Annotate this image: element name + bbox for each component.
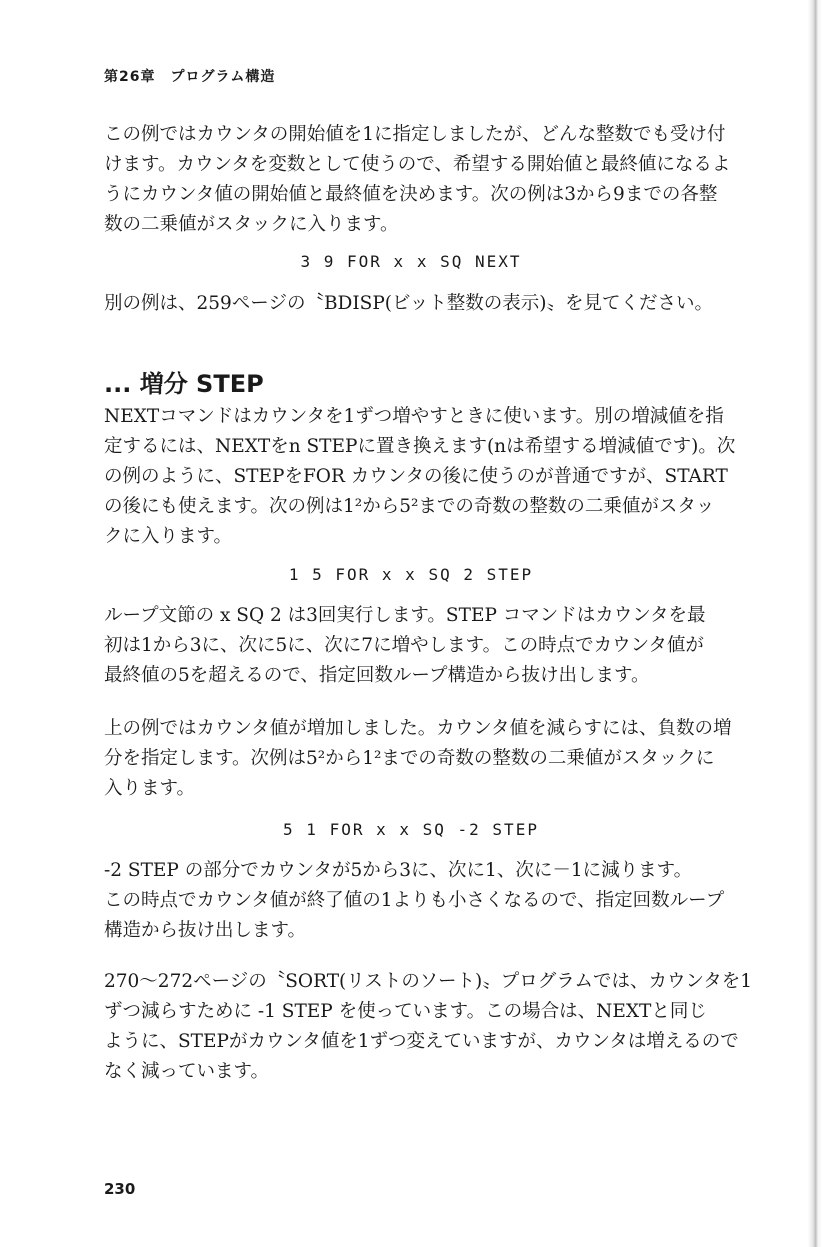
text-line: 構造から抜け出します。 [104,920,307,941]
text-line: -2 STEP の部分でカウンタが5から3に、次に1、次に－1に減ります。 [104,860,693,881]
text-line: 別の例は、259ページの〝BDISP(ビット整数の表示)〟を見てください。 [104,293,713,314]
explanation-paragraph-2 [104,856,744,946]
text-line: うにカウンタ値の開始値と最終値を決めます。次の例は3から9までの各整 [104,184,718,205]
text-line: 数の二乗値がスタックに入ります。 [104,214,399,235]
text-line: 最終値の5を超えるので、指定回数ループ構造から抜け出します。 [104,665,650,686]
text-line: ループ文節の x SQ 2 は3回実行します。STEP コマンドはカウンタを最 [104,605,706,626]
text-line: 上の例ではカウンタ値が増加しました。カウンタ値を減らすには、負数の増 [104,718,732,739]
text-line: ずつ減らすために -1 STEP を使っています。この場合は、NEXTと同じ [104,1001,707,1022]
intro-paragraph [104,120,744,240]
code-example-1: 3 9 FOR x x SQ NEXT [300,252,522,271]
section-heading: ... 増分 STEP [104,370,264,398]
text-line: NEXTコマンドはカウンタを1ずつ増やすときに使います。別の増減値を指 [104,406,724,427]
code-example-3: 5 1 FOR x x SQ -2 STEP [283,820,539,839]
text-line: この例ではカウンタの開始値を1に指定しましたが、どんな整数でも受け付 [104,124,726,145]
text-line: なく減っています。 [104,1061,270,1082]
text-line: この時点でカウンタ値が終了値の1よりも小さくなるので、指定回数ループ [104,890,725,911]
text-line: 入ります。 [104,778,196,799]
text-line: の例のように、STEPをFOR カウンタの後に使うのが普通ですが、START [104,466,728,487]
text-line: の後にも使えます。次の例は1²から5²までの奇数の整数の二乗値がスタッ [104,496,715,517]
page-edge-shadow [808,0,822,1247]
chapter-header: 第26章 プログラム構造 [104,69,276,85]
page-number: 230 [104,1180,136,1198]
text-line: 定するには、NEXTをn STEPに置き換えます(nは希望する増減値です)。次 [104,436,736,457]
reference-paragraph [104,289,744,319]
sort-reference-paragraph [104,967,753,1087]
text-line: 分を指定します。次例は5²から1²までの奇数の整数の二乗値がスタックに [104,748,715,769]
text-line: けます。カウンタを変数として使うので、希望する開始値と最終値になるよ [104,154,731,175]
code-example-2: 1 5 FOR x x SQ 2 STEP [288,565,534,584]
step-intro-paragraph [104,402,744,552]
text-line: 270～272ページの〝SORT(リストのソート)〟プログラムでは、カウンタを1 [104,971,753,992]
text-line: クに入ります。 [104,526,233,547]
explanation-paragraph-1 [104,601,744,691]
text-line: ように、STEPがカウンタ値を1ずつ変えていますが、カウンタは増えるので [104,1031,739,1052]
text-line: 初は1から3に、次に5に、次に7に増やします。この時点でカウンタ値が [104,635,704,656]
negative-step-paragraph [104,714,744,804]
